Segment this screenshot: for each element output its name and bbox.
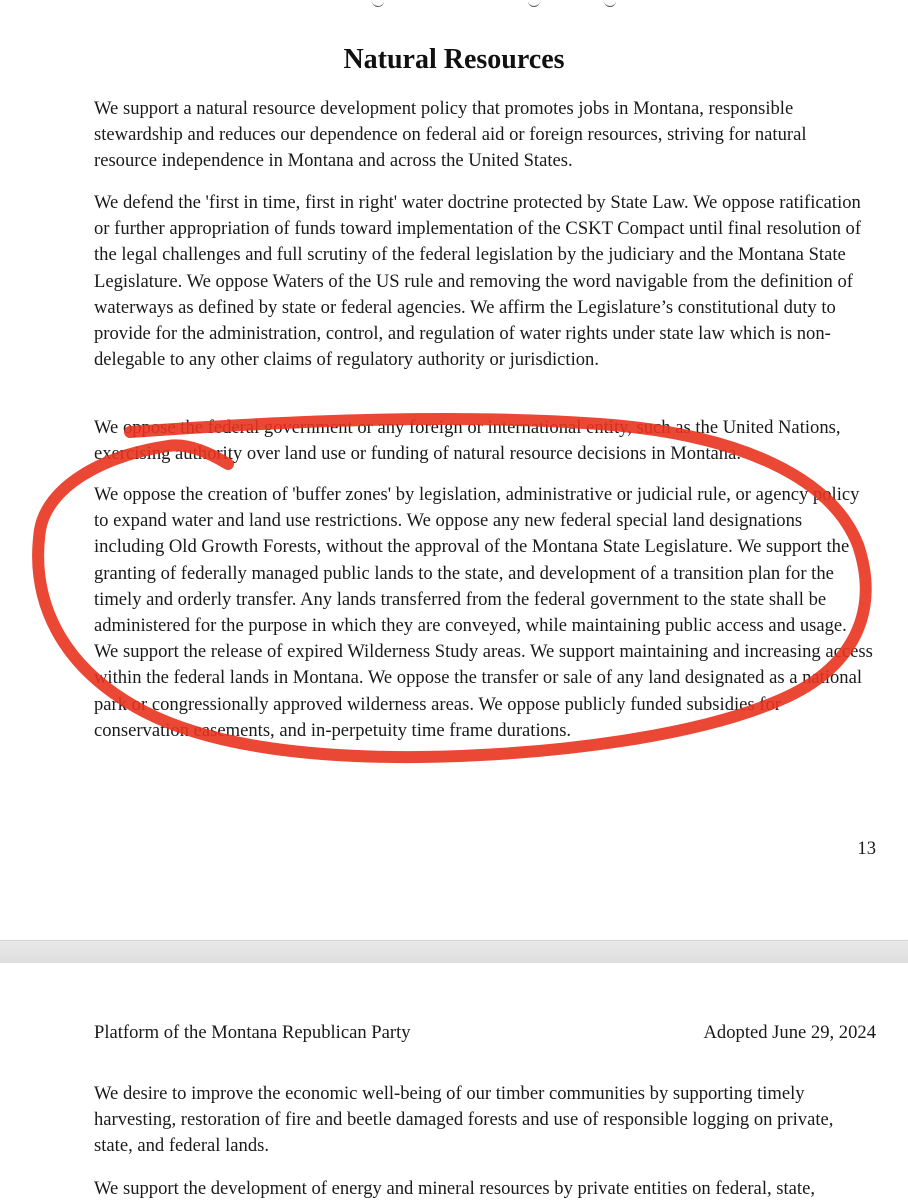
page-number: 13 <box>857 838 876 859</box>
running-header-title: Platform of the Montana Republican Party <box>94 1022 411 1043</box>
paragraph-resource-policy: We support a natural resource development policy that promotes jobs in Montana, responsible stewardship and reduces our dependence on federal aid or foreign resources, striving for natural resource independence in Montana and across the United States. <box>94 98 807 172</box>
paragraph-energy: We support the development of energy and mineral resources by private entities on federal, state, <box>94 1178 815 1199</box>
paragraph-land-designations: We oppose the creation of 'buffer zones' by legislation, administrative or judicial rule, or agency policy to expand water and land use restrictions. We oppose any new federal special land designations including Old Growth Forests, without the approval of the Montana State Legislature. We support the granting of federally managed public lands to the state, and development of a transition plan for the timely and orderly transfer. Any lands transferred from the federal government to the state shall be administered for the purpose in which they are conveyed, while maintaining public access and usage. We support the release of expired Wilderness Study areas. We support maintaining and increasing access within the federal lands in Montana. We oppose the transfer or sale of any land designated as a national park or congressionally approved wilderness areas. We oppose publicly funded subsidies for conservation easements, and in-perpetuity time frame durations. <box>94 484 873 741</box>
section-heading: Natural Resources <box>343 44 565 75</box>
truncated-text-mark <box>372 0 384 7</box>
paragraph-timber: We desire to improve the economic well-being of our timber communities by supporting timely harvesting, restoration of fire and beetle damaged forests and use of responsible logging on private, state, and federal lands. <box>94 1083 834 1157</box>
running-header-date: Adopted June 29, 2024 <box>703 1022 876 1043</box>
truncated-text-mark <box>604 0 616 7</box>
truncated-text-mark <box>528 0 540 7</box>
paragraph-federal-authority: We oppose the federal government or any foreign or international entity, such as the United Nations, exercising authority over land use or funding of natural resource decisions in Montana. <box>94 417 841 465</box>
paragraph-water-doctrine: We defend the 'first in time, first in right' water doctrine protected by State Law. We oppose ratification or further appropriation of funds toward implementation of the CSKT Compact until final resolution of the legal challenges and full scrutiny of the federal legislation by the judiciary and the Montana State Legislature. We oppose Waters of the US rule and removing the word navigable from the definition of waterways as defined by state or federal agencies. We affirm the Legislature’s constitutional duty to provide for the administration, control, and regulation of water rights under state law which is non-delegable to any other claims of regulatory authority or jurisdiction. <box>94 192 862 371</box>
page-separator <box>0 940 908 964</box>
